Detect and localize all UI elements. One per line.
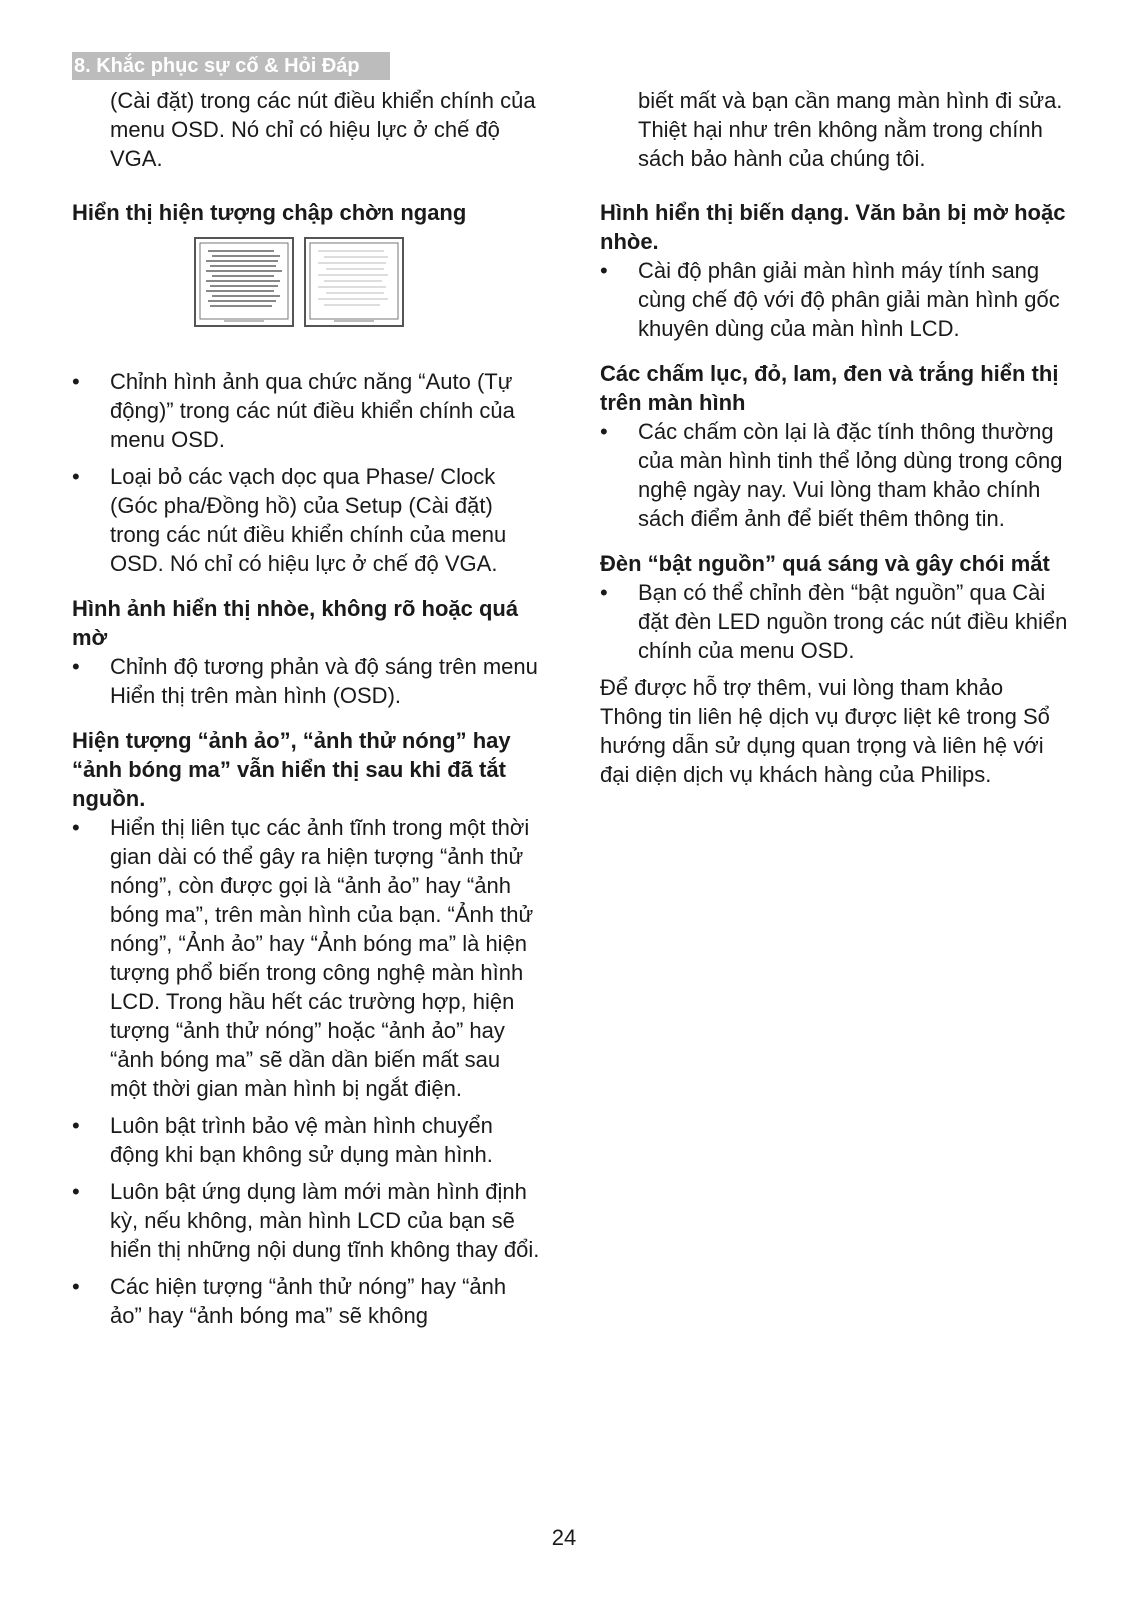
list-item: • Cài độ phân giải màn hình máy tính sang cùng chế độ với độ phân giải màn hình gốc khuyên dùng của màn hình LCD. bbox=[600, 258, 1060, 341]
heading-image-burn-in: Hiện tượng “ảnh ảo”, “ảnh thử nóng” hay “ảnh bóng ma” vẫn hiển thị sau khi đã tắt nguồn. bbox=[72, 728, 511, 811]
bullet-list bbox=[72, 652, 542, 710]
list-item: • Luôn bật ứng dụng làm mới màn hình định kỳ, nếu không, màn hình LCD của bạn sẽ hiển thị những nội dung tĩnh không thay đổi. bbox=[72, 1179, 540, 1262]
heading-distorted-image: Hình hiển thị biến dạng. Văn bản bị mờ hoặc nhòe. bbox=[600, 200, 1066, 254]
bullet-list bbox=[72, 367, 542, 578]
bullet-list bbox=[72, 813, 542, 1330]
list-item: • Các chấm còn lại là đặc tính thông thường của màn hình tinh thể lỏng dùng trong công nghệ ngày nay. Vui lòng tham khảo chính sách điểm ảnh để biết thêm thông tin. bbox=[600, 419, 1063, 531]
heading-colored-dots: Các chấm lục, đỏ, lam, đen và trắng hiển thị trên màn hình bbox=[600, 361, 1059, 415]
list-item: • Luôn bật trình bảo vệ màn hình chuyển động khi bạn không sử dụng màn hình. bbox=[72, 1113, 493, 1167]
bullet-list bbox=[600, 578, 1070, 665]
bullet-list bbox=[600, 256, 1070, 343]
heading-power-light: Đèn “bật nguồn” quá sáng và gây chói mắt bbox=[600, 551, 1050, 576]
closing-paragraph: Để được hỗ trợ thêm, vui lòng tham khảo Thông tin liên hệ dịch vụ được liệt kê trong Sổ hướng dẫn sử dụng quan trọng và liên hệ với đại diện dịch vụ khách hàng của Philips. bbox=[600, 675, 1050, 787]
list-item: • Hiển thị liên tục các ảnh tĩnh trong một thời gian dài có thể gây ra hiện tượng “ảnh thử nóng”, còn được gọi là “ảnh ảo” hay “ảnh bóng ma”, trên màn hình của bạn. “Ảnh thử nóng”, “Ảnh ảo” hay “Ảnh bóng ma” là hiện tượng phổ biến trong công nghệ màn hình LCD. Trong hầu hết các trường hợp, hiện tượng “ảnh thử nóng” hoặc “ảnh ảo” hay “ảnh bóng ma” sẽ dần dần biến mất sau một thời gian màn hình bị ngắt điện. bbox=[72, 815, 534, 1101]
right-column bbox=[600, 86, 1070, 789]
list-item: • Bạn có thể chỉnh đèn “bật nguồn” qua Cài đặt đèn LED nguồn trong các nút điều khiển chính của menu OSD. bbox=[600, 580, 1068, 663]
continuation-text: biết mất và bạn cần mang màn hình đi sửa. Thiệt hại như trên không nằm trong chính sách bảo hành của chúng tôi. bbox=[638, 88, 1063, 171]
list-item: • Chỉnh hình ảnh qua chức năng “Auto (Tự động)” trong các nút điều khiển chính của menu OSD. bbox=[72, 369, 515, 452]
list-item: • Loại bỏ các vạch dọc qua Phase/ Clock (Góc pha/Đồng hồ) của Setup (Cài đặt) trong các nút điều khiển chính của menu OSD. Nó chỉ có hiệu lực ở chế độ VGA. bbox=[72, 464, 507, 576]
left-column bbox=[72, 86, 542, 1338]
intro-continuation: (Cài đặt) trong các nút điều khiển chính của menu OSD. Nó chỉ có hiệu lực ở chế độ VGA. bbox=[110, 88, 536, 171]
list-item: • Các hiện tượng “ảnh thử nóng” hay “ảnh ảo” hay “ảnh bóng ma” sẽ không bbox=[72, 1274, 507, 1328]
bullet-list bbox=[600, 417, 1070, 533]
page-number: 24 bbox=[551, 1525, 577, 1550]
flicker-monitors-figure bbox=[194, 237, 406, 333]
monitor-illustration bbox=[72, 237, 542, 333]
list-item: • Chỉnh độ tương phản và độ sáng trên menu Hiển thị trên màn hình (OSD). bbox=[72, 654, 538, 708]
heading-blurry-image: Hình ảnh hiển thị nhòe, không rõ hoặc quá mờ bbox=[72, 596, 519, 650]
section-header-tab: 8. Khắc phục sự cố & Hỏi Đáp bbox=[72, 52, 390, 80]
heading-horizontal-flicker: Hiển thị hiện tượng chập chờn ngang bbox=[72, 200, 467, 225]
